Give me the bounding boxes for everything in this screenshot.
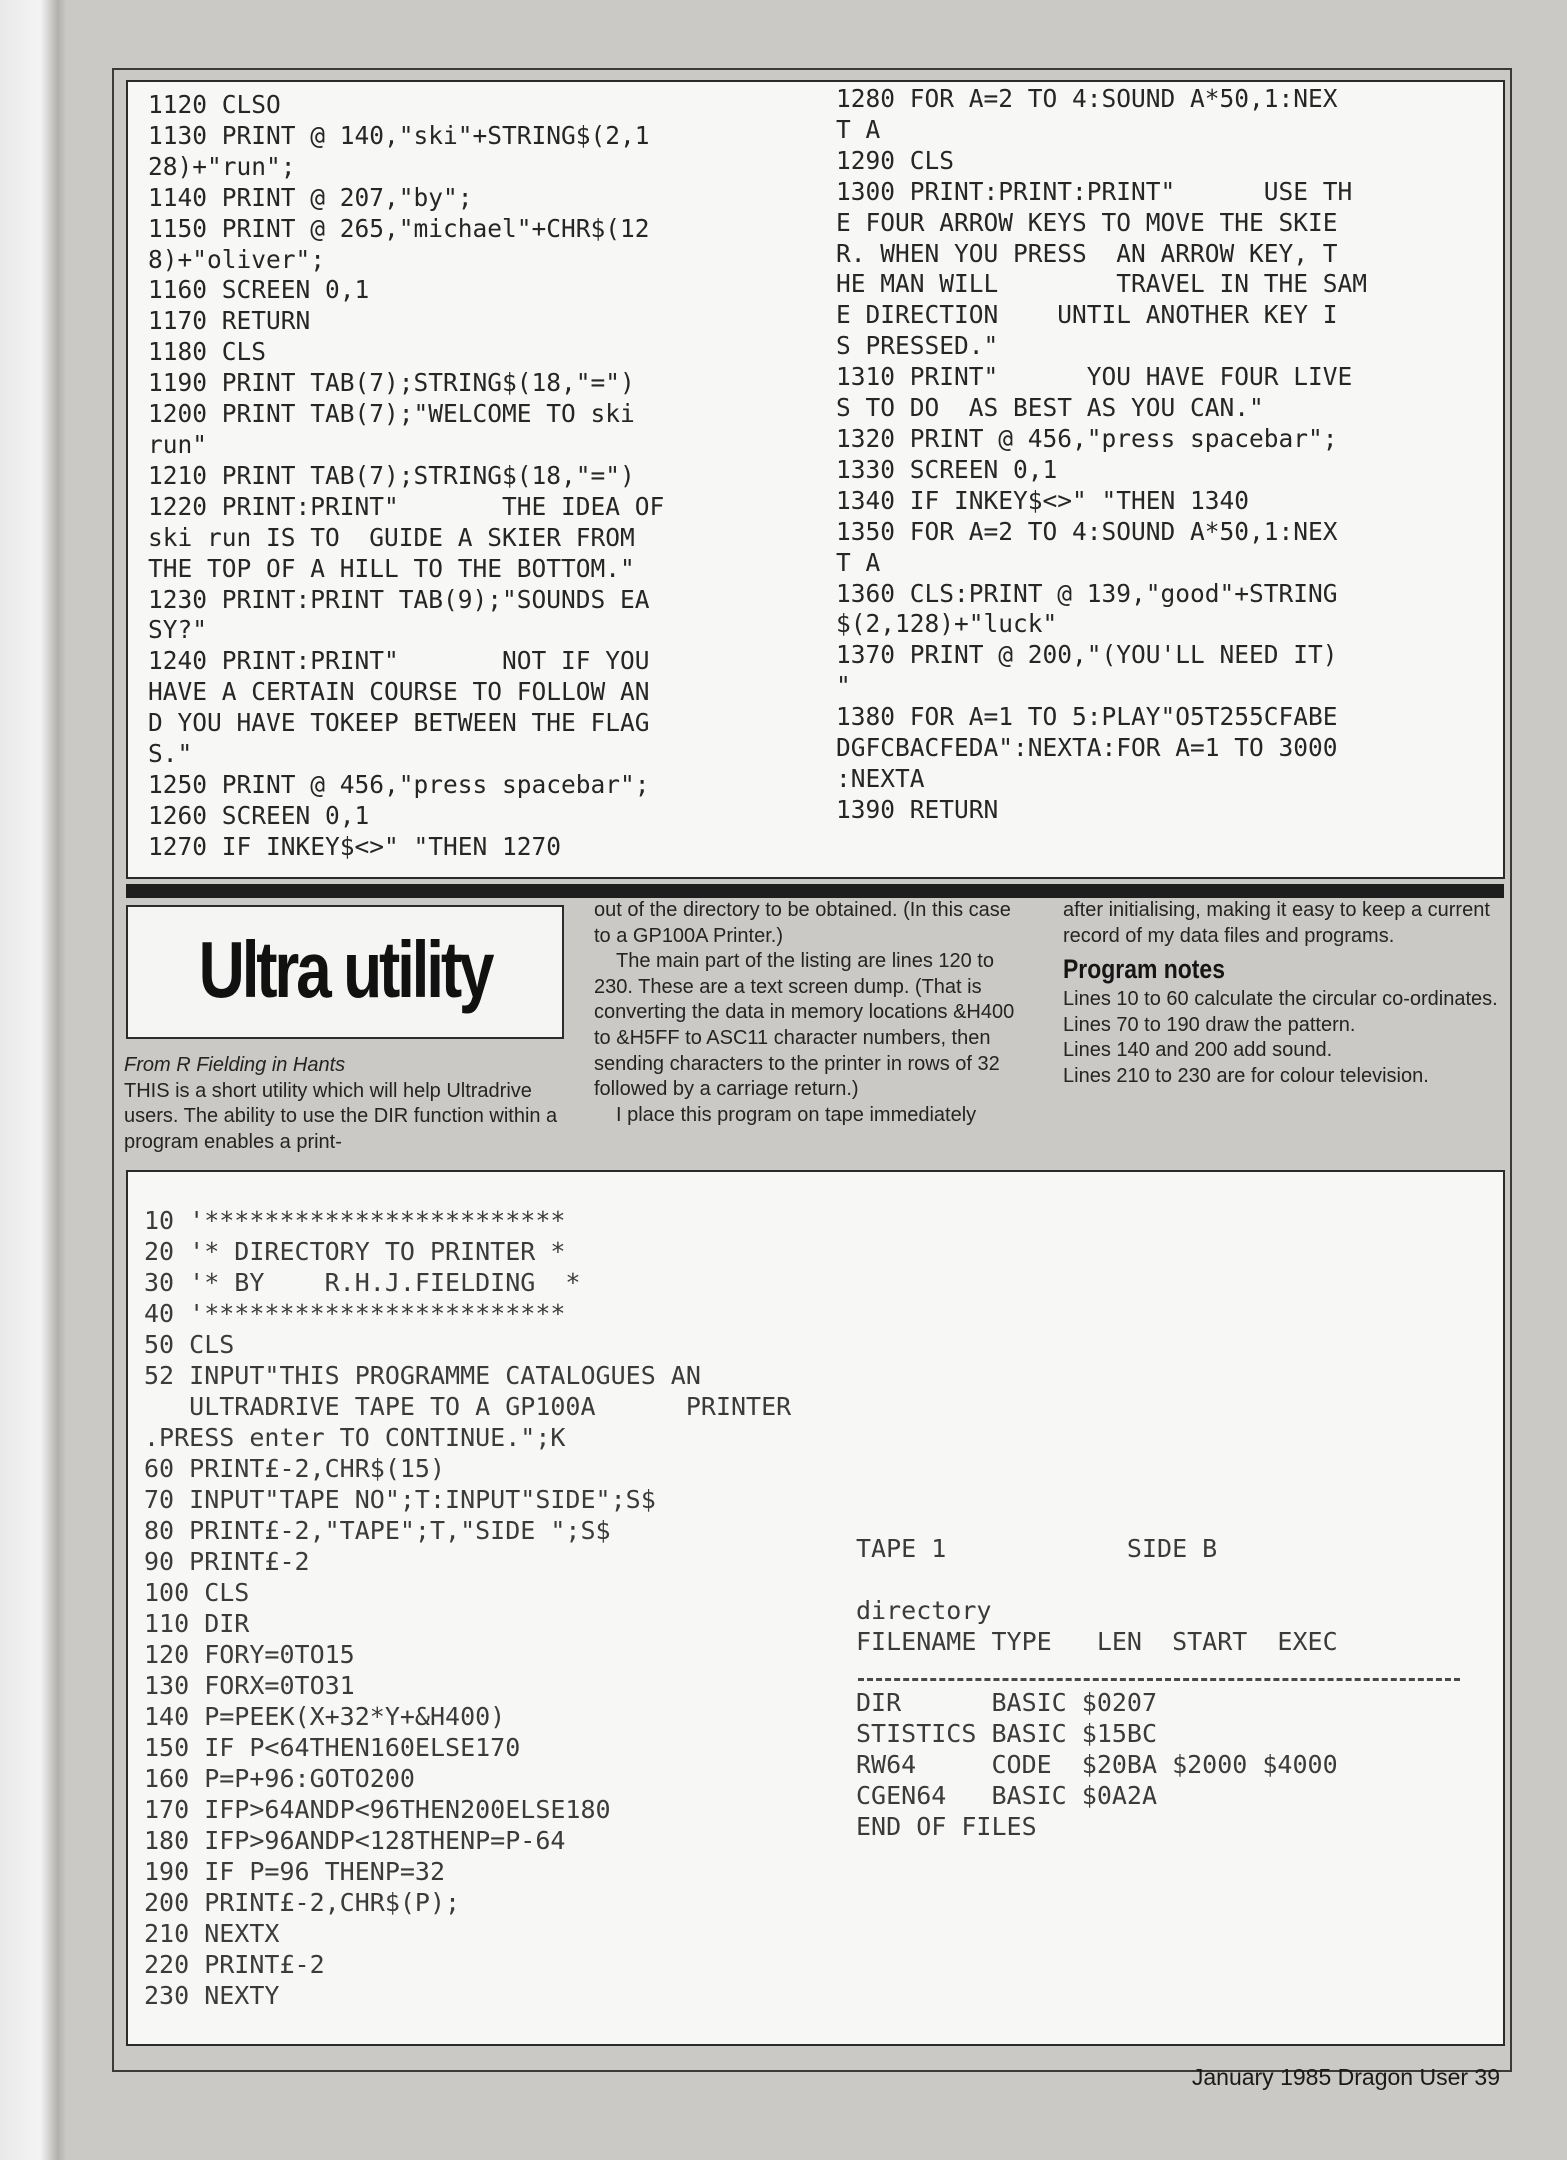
program-note: Lines 210 to 230 are for colour television.	[1063, 1064, 1429, 1087]
listing-right-column: 1280 FOR A=2 TO 4:SOUND A*50,1:NEX T A 1290 CLS 1300 PRINT:PRINT:PRINT" USE TH E FOUR ARROW KEYS TO MOVE THE SKIE R. WHEN YOU PRESS AN ARROW KEY, T HE MAN WILL TRAVEL IN THE SAM E DIRECTION UNTIL ANOTHER KEY I S PRESSED." 1310 PRINT" YOU HAVE FOUR LIVE S TO DO AS BEST AS YOU CAN." 1320 PRINT @ 456,"press spacebar"; 1330 SCREEN 0,1 1340 IF INKEY$<>" "THEN 1340 1350 FOR A=2 TO 4:SOUND A*50,1:NEX T A 1360 CLS:PRINT @ 139,"good"+STRING $(2,128)+"luck" 1370 PRINT @ 200,"(YOU'LL NEED IT) " 1380 FOR A=1 TO 5:PLAY"O5T255CFABE DGFCBACFEDA":NEXTA:FOR A=1 TO 3000 :NEXTA 1390 RETURN	[836, 84, 1368, 824]
article-paragraph: after initialising, making it easy to keep a current record of my data files and programs.	[1063, 899, 1490, 947]
article-paragraph: I place this program on tape immediately	[616, 1103, 977, 1126]
program-notes-heading: Program notes	[1063, 954, 1225, 985]
program-note: Lines 140 and 200 add sound.	[1063, 1039, 1333, 1062]
program-note: Lines 10 to 60 calculate the circular co-ordinates.	[1063, 988, 1498, 1011]
directory-output-header: TAPE 1 SIDE B directory FILENAME TYPE LEN START EXEC	[856, 1534, 1338, 1656]
article-title: Ultra utility	[198, 925, 492, 1014]
article-paragraph: THIS is a short utility which will help Ultradrive users. The ability to use the DIR function within a program enables a print-	[124, 1079, 558, 1153]
article-column-1	[124, 1053, 560, 1155]
program-note: Lines 70 to 190 draw the pattern.	[1063, 1013, 1356, 1036]
directory-output-files: DIR BASIC $0207 STISTICS BASIC $15BC RW64 CODE $20BA $2000 $4000 CGEN64 BASIC $0A2A END OF FILES	[856, 1688, 1338, 1841]
article-paragraph: The main part of the listing are lines 120 to 230. These are a text screen dump. (That is converting the data in memory locations &H400 to &H5FF to ASC11 character numbers, then sending characters to the printer in rows of 32 followed by a carriage return.)	[594, 950, 1015, 1101]
section-divider	[126, 884, 1504, 898]
article-paragraph: out of the directory to be obtained. (In this case to a GP100A Printer.)	[594, 899, 1011, 947]
ski-run-listing	[126, 80, 1505, 879]
article-column-2	[594, 898, 1032, 1128]
article-column-3	[1063, 898, 1503, 1090]
directory-program-code: 10 '************************ 20 '* DIRECTORY TO PRINTER * 30 '* BY R.H.J.FIELDING * 40 '************************ 50 CLS 52 INPUT"THIS PROGRAMME CATALOGUES AN ULTRADRIVE TAPE TO A GP100A PRINTER .PRESS enter TO CONTINUE.";K 60 PRINT£-2,CHR$(15) 70 INPUT"TAPE NO";T:INPUT"SIDE";S$ 80 PRINT£-2,"TAPE";T,"SIDE ";S$ 90 PRINT£-2 100 CLS 110 DIR 120 FORY=0TO15 130 FORX=0TO31 140 P=PEEK(X+32*Y+&H400) 150 IF P<64THEN160ELSE170 160 P=P+96:GOTO200 170 IFP>64ANDP<96THEN200ELSE180 180 IFP>96ANDP<128THENP=P-64 190 IF P=96 THENP=32 200 PRINT£-2,CHR$(P); 210 NEXTX 220 PRINT£-2 230 NEXTY	[144, 1206, 792, 2010]
article-title-box	[126, 905, 564, 1039]
listing-left-column: 1120 CLSO 1130 PRINT @ 140,"ski"+STRING$(2,1 28)+"run"; 1140 PRINT @ 207,"by"; 1150 PRINT @ 265,"michael"+CHR$(12 8)+"oliver"; 1160 SCREEN 0,1 1170 RETURN 1180 CLS 1190 PRINT TAB(7);STRING$(18,"=") 1200 PRINT TAB(7);"WELCOME TO ski run" 1210 PRINT TAB(7);STRING$(18,"=") 1220 PRINT:PRINT" THE IDEA OF ski run IS TO GUIDE A SKIER FROM THE TOP OF A HILL TO THE BOTTOM." 1230 PRINT:PRINT TAB(9);"SOUNDS EA SY?" 1240 PRINT:PRINT" NOT IF YOU HAVE A CERTAIN COURSE TO FOLLOW AN D YOU HAVE TOKEEP BETWEEN THE FLAG S." 1250 PRINT @ 456,"press spacebar"; 1260 SCREEN 0,1 1270 IF INKEY$<>" "THEN 1270	[148, 90, 665, 861]
scan-margin	[0, 0, 66, 2160]
output-divider	[858, 1678, 1460, 1681]
page-footer: January 1985 Dragon User 39	[1191, 2064, 1500, 2090]
directory-listing	[126, 1170, 1505, 2046]
byline: From R Fielding in Hants	[124, 1054, 346, 1076]
